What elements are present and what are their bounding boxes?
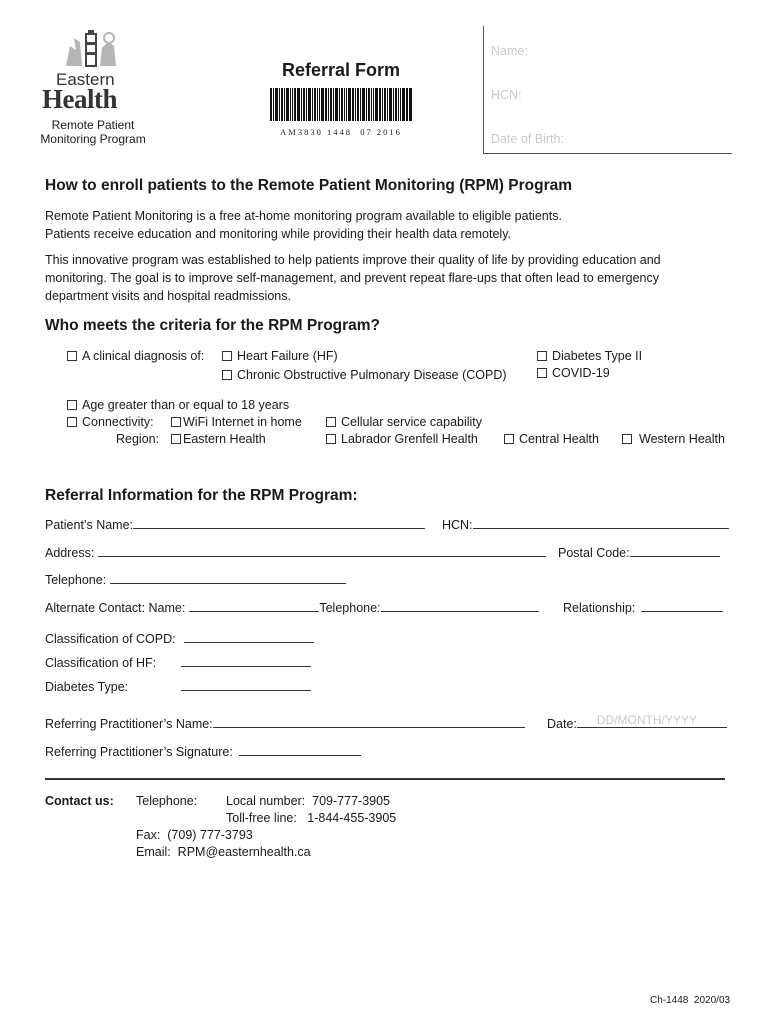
form-code: Ch-1448 2020/03 <box>650 995 731 1006</box>
signature-row <box>45 743 361 760</box>
clinical-diagnosis-label: A clinical diagnosis of: <box>82 349 205 363</box>
contact-label: Contact us: <box>45 794 114 808</box>
telephone-text: Telephone: <box>45 573 107 587</box>
contact-tollfree-number: Toll-free line: 1-844-455-3905 <box>226 811 397 825</box>
signature-text: Referring Practitioner’s Signature: <box>45 745 233 759</box>
hf-option <box>222 349 338 364</box>
hf-checkbox[interactable] <box>222 351 232 361</box>
clinical-diagnosis-checkbox[interactable] <box>67 351 77 361</box>
western-label: Western Health <box>639 432 725 446</box>
eastern-checkbox[interactable] <box>171 434 181 444</box>
program-line-2: Monitoring Program <box>40 132 146 146</box>
patient-name-input[interactable] <box>133 516 425 529</box>
patient-name-text: Patient’s Name: <box>45 518 134 532</box>
western-checkbox[interactable] <box>622 434 632 444</box>
copd-class-row <box>45 630 314 647</box>
patient-name-label: Name: <box>491 44 528 58</box>
diabetes-type-input[interactable] <box>181 678 311 691</box>
alt-contact-name-input[interactable] <box>189 599 319 612</box>
logo-line-2: Health <box>42 84 117 114</box>
contact-email: Email: RPM@easternhealth.ca <box>136 845 311 859</box>
central-checkbox[interactable] <box>504 434 514 444</box>
enroll-p2-line2: monitoring. The goal is to improve self-management, and prevent repeat flare-ups that often lead to emergency <box>45 271 660 285</box>
patient-name-field[interactable] <box>491 44 528 58</box>
practitioner-name-input[interactable] <box>213 715 525 728</box>
connectivity-label: Connectivity: <box>82 415 154 429</box>
copd-class-input[interactable] <box>184 630 314 643</box>
contact-local-number: Local number: 709-777-3905 <box>226 794 391 808</box>
hf-class-row <box>45 654 311 671</box>
logo-line-1: Eastern <box>56 70 115 89</box>
central-option <box>504 432 599 447</box>
patient-dob-label: Date of Birth: <box>491 132 564 146</box>
enroll-p2-line3: department visits and hospital readmissions. <box>45 289 291 303</box>
program-line-1: Remote Patient <box>51 118 135 132</box>
diabetes-option <box>537 349 642 364</box>
barcode <box>270 88 412 137</box>
patient-hcn-label: HCN: <box>491 88 522 102</box>
enroll-p2-line1: This innovative program was established to help patients improve their quality of life by providing education and <box>45 253 661 267</box>
copd-class-text: Classification of COPD: <box>45 632 176 646</box>
postal-row <box>558 544 720 561</box>
eastern-label: Eastern Health <box>183 432 266 446</box>
section-divider <box>45 778 725 780</box>
contact-telephone-label: Telephone: <box>136 794 198 808</box>
alt-telephone-input[interactable] <box>381 599 539 612</box>
program-name <box>28 118 158 146</box>
enroll-p1-line1: Remote Patient Monitoring is a free at-home monitoring program available to eligible patients. <box>45 209 562 223</box>
hcn-text: HCN: <box>442 518 473 532</box>
diabetes-checkbox[interactable] <box>537 351 547 361</box>
hcn-row <box>442 516 729 533</box>
address-text: Address: <box>45 546 95 560</box>
cellular-label: Cellular service capability <box>341 415 483 429</box>
address-input[interactable] <box>98 544 546 557</box>
relationship-text: Relationship: <box>563 601 636 615</box>
wifi-checkbox[interactable] <box>171 417 181 427</box>
telephone-input[interactable] <box>110 571 346 584</box>
cellular-checkbox[interactable] <box>326 417 336 427</box>
date-text: Date: <box>547 717 577 731</box>
region-label: Region: <box>116 432 160 446</box>
age-label: Age greater than or equal to 18 years <box>82 398 290 412</box>
patient-dob-field[interactable] <box>491 132 564 146</box>
western-option <box>622 432 725 447</box>
wifi-option <box>171 415 302 430</box>
covid-checkbox[interactable] <box>537 368 547 378</box>
postal-text: Postal Code: <box>558 546 630 560</box>
relationship-input[interactable] <box>641 599 723 612</box>
copd-label: Chronic Obstructive Pulmonary Disease (COPD) <box>237 368 507 382</box>
date-row <box>547 715 727 732</box>
hcn-input[interactable] <box>473 516 729 529</box>
criteria-heading: Who meets the criteria for the RPM Program? <box>45 317 381 334</box>
date-placeholder: DD/MONTH/YYYY <box>596 713 697 727</box>
alt-contact-row <box>45 599 539 616</box>
wifi-label: WiFi Internet in home <box>183 415 302 429</box>
patient-id-box <box>483 26 732 154</box>
date-input[interactable] <box>577 715 727 728</box>
copd-checkbox[interactable] <box>222 370 232 380</box>
covid-option <box>537 366 610 381</box>
postal-input[interactable] <box>630 544 720 557</box>
labrador-label: Labrador Grenfell Health <box>341 432 478 446</box>
covid-label: COVID-19 <box>552 366 610 380</box>
copd-option <box>222 368 507 383</box>
hf-class-text: Classification of HF: <box>45 656 157 670</box>
connectivity-checkbox[interactable] <box>67 417 77 427</box>
contact-fax: Fax: (709) 777-3793 <box>136 828 253 842</box>
central-label: Central Health <box>519 432 599 446</box>
practitioner-name-row <box>45 715 525 732</box>
diabetes-type-row <box>45 678 311 695</box>
enroll-paragraph-1 <box>45 207 735 243</box>
age-checkbox[interactable] <box>67 400 77 410</box>
diabetes-label: Diabetes Type II <box>552 349 643 363</box>
clinical-diagnosis-row <box>67 349 204 364</box>
barcode-image <box>270 88 412 121</box>
form-title: Referral Form <box>281 60 401 80</box>
alt-telephone-text: Telephone: <box>319 601 381 615</box>
connectivity-row <box>67 415 154 430</box>
referral-heading: Referral Information for the RPM Program: <box>45 487 358 504</box>
patient-name-row <box>45 516 425 533</box>
practitioner-name-text: Referring Practitioner’s Name: <box>45 717 213 731</box>
labrador-checkbox[interactable] <box>326 434 336 444</box>
patient-hcn-field[interactable] <box>491 88 522 102</box>
eastern-health-logo <box>40 28 140 112</box>
enroll-p1-line2: Patients receive education and monitoring while providing their health data remotely. <box>45 227 512 241</box>
lighthouse-icon <box>62 28 122 68</box>
barcode-text: AM3830 1448 07 2016 <box>280 127 402 137</box>
telephone-row <box>45 571 346 588</box>
eastern-option <box>171 432 266 447</box>
relationship-row <box>563 599 723 616</box>
signature-input[interactable] <box>239 743 361 756</box>
age-option <box>67 398 289 413</box>
enroll-paragraph-2 <box>45 251 745 305</box>
hf-class-input[interactable] <box>181 654 311 667</box>
alt-contact-text: Alternate Contact: Name: <box>45 601 186 615</box>
hf-label: Heart Failure (HF) <box>237 349 338 363</box>
cellular-option <box>326 415 482 430</box>
enroll-heading: How to enroll patients to the Remote Patient Monitoring (RPM) Program <box>45 177 573 194</box>
labrador-option <box>326 432 478 447</box>
diabetes-type-text: Diabetes Type: <box>45 680 129 694</box>
address-row <box>45 544 546 561</box>
